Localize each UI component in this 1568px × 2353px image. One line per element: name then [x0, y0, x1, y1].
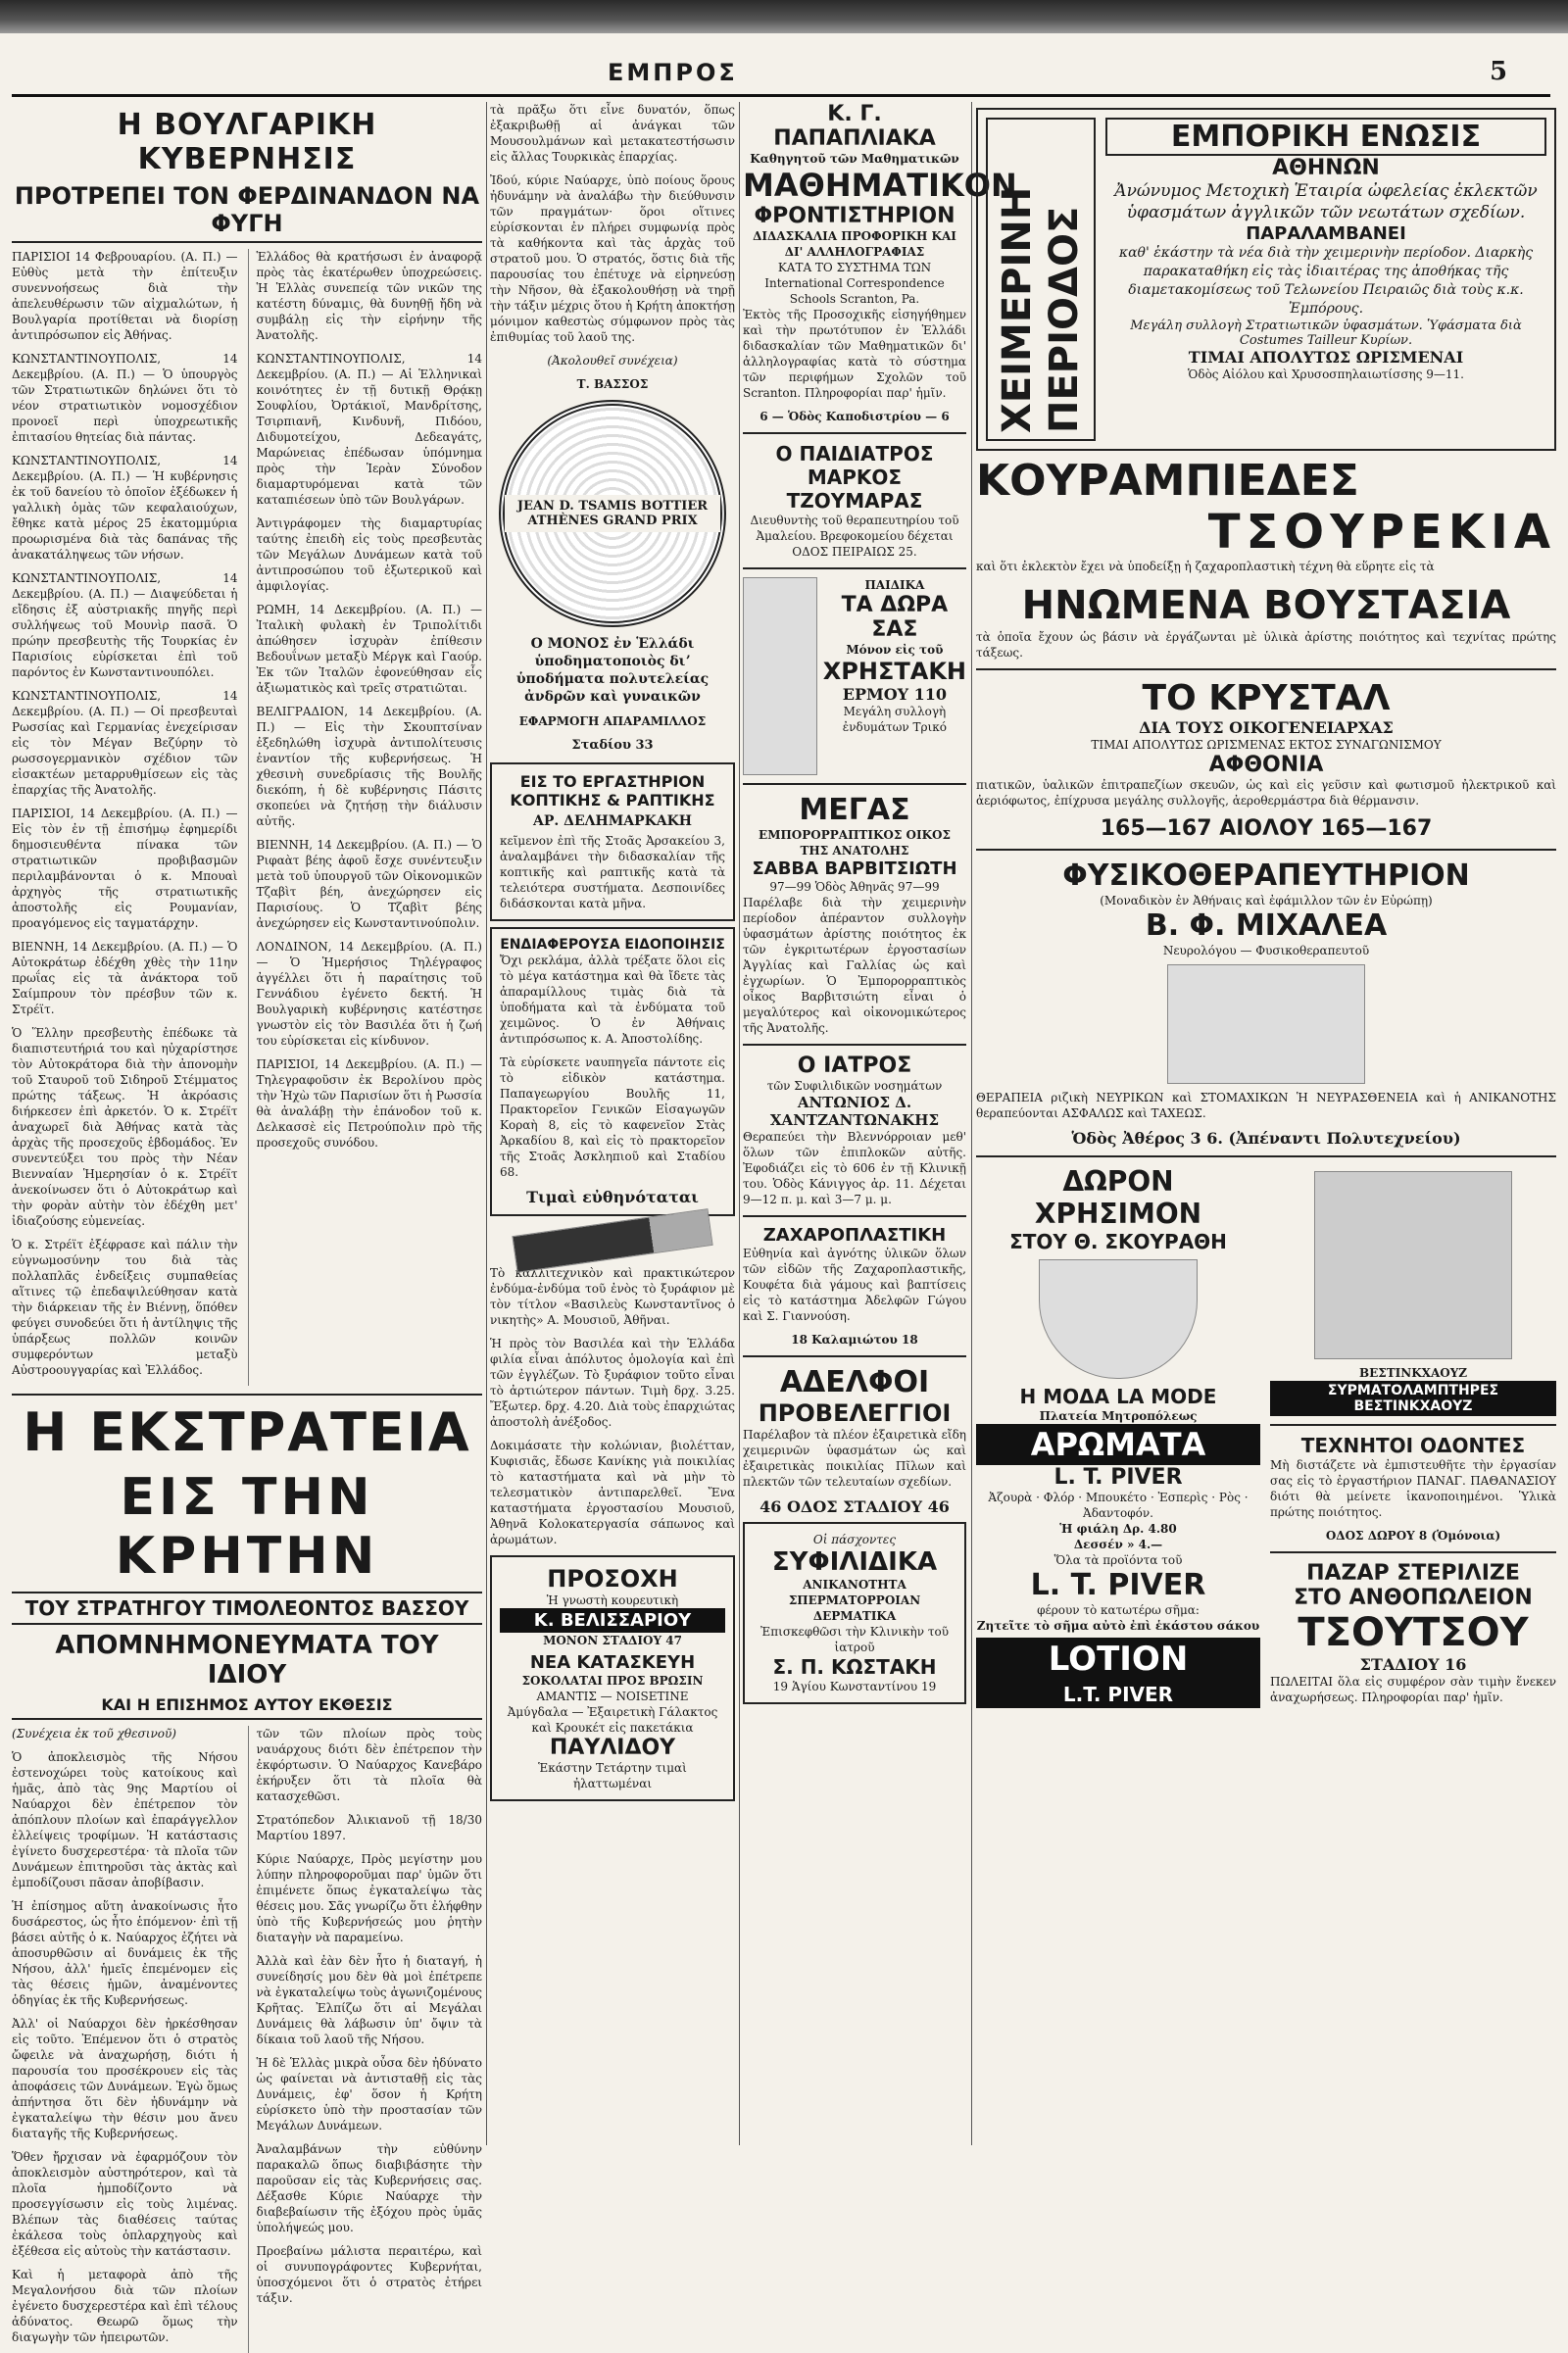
megas-sub: ΕΜΠΟΡΟΡΡΑΠΤΙΚΟΣ ΟΙΚΟΣ ΤΗΣ ΑΝΑΤΟΛΗΣ [759, 828, 951, 858]
christakis-title: ΤΑ ΔΩΡΑ ΣΑΣ [841, 593, 949, 642]
doctor-body: Θεραπεύει τὴν Βλεννόρροιαν μεθ' ὅλων τῶν ἐπιπλοκῶν αὐτῆς. Ἐφοδιάζει εἰς τὸ 606 ἐν τῇ Κλινικῇ του. Ὁδὸς Κάνιγγος ἀρ. 11. Δέχεται 9—12 π. μ. καὶ 3—7 μ. μ. [743, 1130, 966, 1206]
article-paragraph: Ἡ ἐπίσημος αὕτη ἀνακοίνωσις ἦτο δυσάρεστος, ὡς ἦτο ἑπόμενον· ἐπὶ τῇ βάσει αὐτῆς ὁ κ. Ναύαρχος ἐζήτει νὰ ἀποσυρθῶσιν αἱ δυνάμεις ἐκ τῆς Νήσου, ἀλλ' ἡμεῖς ἐπεμένομεν εἰς τὰς θέσεις ἡμῶν, ἀναμένοντες ὁδηγίας ἐκ τῆς Κυβερνήσεως. [12, 1899, 238, 2007]
clinic-line: ΑΝΙΚΑΝΟΤΗΤΑ ΣΠΕΡΜΑΤΟΡΡΟΙΑΝ ΔΕΡΜΑΤΙΚΑ [788, 1578, 921, 1623]
expedition-author: ΤΟΥ ΣΤΡΑΤΗΓΟΥ ΤΙΜΟΛΕΟΝΤΟΣ ΒΑΣΣΟΥ [12, 1592, 482, 1625]
piver-square: Πλατεία Μητροπόλεως [1039, 1409, 1198, 1423]
piver-note3: Ζητεῖτε τὸ σῆμα αὐτὸ ἐπὶ ἑκάστου σάκου [976, 1619, 1260, 1633]
dispatch: ΚΩΝΣΤΑΝΤΙΝΟΥΠΟΛΙΣ, 14 Δεκεμβρίου. (Α. Π.) — Οἱ πρεσβευταὶ Ρωσσίας καὶ Γερμανίας ἐνεχείρισαν εἰς τὸν Μέγαν Βεζύρην τὸ ρωσσογερμανικὸν σχέδιον τῶν εἰσακτέων μεταρρυθμίσεων εἰς τὰς ἐπαρχίας τῆς Ἀνατολῆς. [12, 689, 238, 797]
ad-divider [743, 1044, 966, 1046]
medal-text: JEAN D. TSAMIS BOTTIER ATHÈNES GRAND PRIX [505, 495, 720, 532]
column-2 [490, 102, 735, 1807]
tsourekia-title: ΤΣΟΥΡΕΚΙΑ [1207, 505, 1556, 560]
bazaar-address: ΣΤΑΔΙΟΥ 16 [1359, 1655, 1467, 1674]
ad-divider [743, 432, 966, 434]
ad-divider [743, 567, 966, 569]
notice-footer: Τιμαὶ εὐθηνόταται [526, 1188, 699, 1206]
ad-divider [743, 1355, 966, 1357]
article-paragraph: Ἀλλ' οἱ Ναύαρχοι δὲν ἠρκέσθησαν εἰς τοῦτο. Ἐπέμενον ὅτι ὁ στρατὸς ὤφειλε νὰ ἀναχωρήσῃ, διότι ἡ παρουσία του προσέκρουεν εἰς τὰς ἀποφάσεις τῶν Δυνάμεων. Ἐγὼ ὅμως ἀπήντησα ὅτι δὲν ἠδυνάμην νὰ ἐγκαταλείψω τὴν θέσιν μου ἄνευ διαταγῆς τῆς Κυβερνήσεως. [12, 2017, 238, 2140]
continuation-note: (Ἀκολουθεῖ συνέχεια) [547, 354, 678, 368]
column-1 [12, 102, 482, 2353]
perfume-body: Ἀζουρὰ · Φλόρ · Μπουκέτο · Ἑσπερὶς · Ρὸς · Ἀδαντοφόν. [988, 1491, 1249, 1520]
brothers-title: ΑΔΕΛΦΟΙ [779, 1365, 930, 1399]
lotion-title: LOTION [976, 1638, 1260, 1681]
article-paragraph: Ἰδού, κύριε Ναύαρχε, ὑπὸ ποίους ὅρους ἠδυνάμην νὰ ἀναλάβω τὴν διεύθυνσιν τῶν πραγμάτων· ὅροι οἵτινες εὑρίσκονται ἐν πλήρει συμφωνίᾳ πρὸς τὰ καθήκοντα καὶ τὰς ἀρχὰς τοῦ στρατοῦ μου. Ὁ στρατός, ὅστις διὰ τῆς παρουσίας του ἐπέτυχε νὰ εἰρηνεύσῃ τὴν Νῆσον, θὰ ἐξακολουθήσῃ νὰ τηρῇ τὴν τάξιν μέχρις ὅτου ἡ Κρήτη ἀποκτήσῃ μόνιμον καθεστὼς σύμφωνον πρὸς τὰς ἐπιθυμίας τοῦ λαοῦ της. [490, 173, 735, 344]
tsamis-medal-illustration [499, 400, 726, 627]
article-paragraph: Ἡ δὲ Ἑλλὰς μικρὰ οὖσα δὲν ἠδύνατο ὡς φαίνεται νὰ ἀντισταθῇ εἰς τὰς Δυνάμεις, ἐφ' ὅσον ἡ Κρήτη εὑρίσκετο ὑπὸ τὴν προστασίαν τῶν Μεγάλων Δυνάμεων. [256, 2056, 482, 2132]
dispatch: ΛΟΝΔΙΝΟΝ, 14 Δεκεμβρίου. (Α. Π.) — Ὁ Ἡμερήσιος Τηλέγραφος ἀγγέλλει ὅτι ἡ παραίτησις τοῦ Γεννάδιου ἐγένετο δεκτή. Ἡ Βουλγαρικὴ κυβέρνησις κατέστησε γνωστὸν εἰς τὸν Βασιλέα ὅτι ἡ ζωή του εὑρίσκεται εἰς κίνδυνον. [256, 940, 482, 1048]
dispatch: Ὁ Ἕλλην πρεσβευτὴς ἐπέδωκε τὰ διαπιστευτήριά του καὶ ηὐχαρίστησε τὸν Αὐτοκράτορα διὰ τὴν ἀπονομὴν τοῦ Σταυροῦ τοῦ Σιδηροῦ Στέμματος πρώτης τάξεως. Ἡ ἀκρόασις διήρκεσεν ἐπὶ ἀρκετόν. Ὁ κ. Στρέϊτ ἀναχωρεῖ διὰ Ἀθήνας κατὰ τὰς ἀρχὰς τῆς προσεχοῦς ἑβδομάδος. Ἐν συνεντεύξει του πρὸς τὴν Νέαν Βιενναίαν Ἡμερησίαν ὁ κ. Στρέϊτ ἀνεκοίνωσεν ὅτι ὁ Αὐτοκράτωρ καὶ τὴν φορὰν αὐτὴν τὸν ἐδέχθη μετ' ἰδιαζούσης εὐμενείας. [12, 1026, 238, 1228]
dispatch: ΚΩΝΣΤΑΝΤΙΝΟΥΠΟΛΙΣ, 14 Δεκεμβρίου. (Α. Π.) — Αἱ Ἑλληνικαὶ κοινότητες ἐν τῇ δυτικῇ Θρᾴκῃ Σουφλίου, Ὀρτάκιοϊ, Μανδρίτσης, Τσιρπιανῆ, Κινδυνῆ, Πιδόου, Διδυμοτείχου, Δεδεαγάτς, Μαρώνειας ἐπέδωσαν ὑπόμνημα πρὸς τὴν Ἱερὰν Σύνοδον διαμαρτυρόμεναι κατὰ τῶν καταπιέσεων ὑπὸ τῶν Βουλγάρων. [256, 352, 482, 507]
notice-body: Τὰ εὑρίσκετε ναυπηγεῖα πάντοτε εἰς τὸ εἰδικὸν κατάστημα. Παπαγεωργίου Βουλῆς 11, Πρακτορεῖον Γενικῶν Εἰσαγωγῶν Κοραὴ 8, εἰς τὸ καφενεῖον Στὰς Ἀρκαδίου 8, καὶ εἰς τὸ πρακτορεῖον τῆς Στοᾶς Ἀσκληπιοῦ καὶ Σταδίου 68. [500, 1055, 725, 1179]
lamp-box-illustration [1314, 1171, 1512, 1359]
dentures-address: ΟΔΟΣ ΔΩΡΟΥ 8 (Ὁμόνοια) [1325, 1529, 1501, 1543]
doctor-title: Ο ΙΑΤΡΟΣ [797, 1054, 912, 1078]
pastry-title: ΖΑΧΑΡΟΠΛΑΣΤΙΚΗ [762, 1225, 947, 1246]
ad-divider [976, 849, 1556, 851]
dispatch: ΠΑΡΙΣΙΟΙ 14 Φεβρουαρίου. (Α. Π.) — Εὐθὺς μετὰ τὴν ἐπίτευξιν συνεννοήσεως διὰ τὴν ἀπελευθέρωσιν τῶν αἰχμαλώτων, ἡ Βουλγαρία προτίθεται νὰ διορίσῃ ἀντιπρόσωπον εἰς Ἀθήνας. [12, 250, 238, 342]
union-city: ΑΘΗΝΩΝ [1272, 156, 1380, 180]
crystal-brand: ΑΦΘΟΝΙΑ [1208, 753, 1324, 777]
dentures-title: ΤΕΧΝΗΤΟΙ ΟΔΟΝΤΕΣ [1300, 1434, 1526, 1457]
bazaar-name: ΤΣΟΥΤΣΟΥ [1298, 1610, 1529, 1655]
physiotherapy-role: Νευρολόγου — Φυσικοθεραπευτοῦ [1162, 944, 1370, 957]
article-paragraph: Ἀναλαμβάνων τὴν εὐθύνην παρακαλῶ ὅπως διαβιβάσητε τὴν παροῦσαν εἰς τὰς Κυβερνήσεις σας. Δέξασθε Κύριε Ναύαρχε τὴν διαβεβαίωσιν τῆς ἐξόχου πρὸς ὑμᾶς ὑπολήψεώς μου. [256, 2142, 482, 2234]
tsamis-ad-text: Ο ΜΟΝΟΣ ἐν Ἑλλάδι ὑποδηματοποιὸς διʼ ὑποδήματα πολυτελείας ἀνδρῶν καὶ γυναικῶν [515, 636, 710, 705]
kourabiedes-body2: τὰ ὁποῖα ἔχουν ὡς βάσιν νὰ ἐργάζωνται μὲ ὑλικὰ ἀρίστης ποιότητος καὶ τεχνίτας πρώτης τάξεως. [976, 630, 1556, 660]
dispatch: Ὁ κ. Στρέϊτ ἐξέφρασε καὶ πάλιν τὴν εὐγνωμοσύνην του διὰ τὰς πολλαπλᾶς ἐνδείξεις συμπαθείας αἵτινες τῷ ἐπεδαψιλεύθησαν κατὰ τὴν διάρκειαν τῆς ἐν Βιέννῃ, ὅπόθεν φεύγει συνοδεύει ὅτι ἡ ἀντίληψις τῆς ὑπάρξεως πολλῶν κοινῶν συμφερόντων μεταξὺ Αὐστροουγγαρίας καὶ Ἑλλάδος. [12, 1238, 238, 1377]
sewing-name: ΑΡ. ΔΕΛΗΜΑΡΚΑΚΗ [532, 813, 693, 829]
physiotherapy-title: ΦΥΣΙΚΟΘΕΡΑΠΕΥΤΗΡΙΟΝ [1062, 858, 1470, 893]
dentures-body: Μὴ διστάζετε νὰ ἐμπιστευθῆτε τὴν ἐργασίαν σας εἰς τὸ ἐργαστήριον ΠΑΝΑΓ. ΠΑΘΑΝΑΣΙΟΥ διότι θὰ μείνετε ἱκανοποιημένοι. Ὑλικὰ πρώτης ποιότητος. [1270, 1458, 1556, 1519]
megas-body: Παρέλαβε διὰ τὴν χειμερινὴν περίοδον ἀπέραντον συλλογὴν ὑφασμάτων ἀρίστης ποιότητος ἐκ τῶν ἐγκριτωτέρων ἐργοστασίων Ἀγγλίας καὶ Γαλλίας ὡς καὶ ἐγχωρίων. Ὁ Ἐμπορορραπτικὸς οἶκος Βαρβιτσιώτη εἶναι ὁ μεγαλύτερος καὶ οἰκονομικώτερος τῆς Ἀνατολῆς. [743, 896, 966, 1035]
column-divider [739, 102, 740, 2145]
column-3 [743, 102, 1017, 1710]
expedition-report: ΚΑΙ Η ΕΠΙΣΗΜΟΣ ΑΥΤΟΥ ΕΚΘΕΣΙΣ [12, 1695, 482, 1720]
piver-brand2: L. T. PIVER [1030, 1568, 1206, 1602]
column-4 [976, 102, 1556, 1713]
math-ad-title: ΜΑΘΗΜΑΤΙΚΟΝ [743, 167, 1017, 204]
handbag-illustration [1039, 1259, 1198, 1379]
pediatrician-name: ΜΑΡΚΟΣ ΤΖΟΥΜΑΡΑΣ [786, 466, 923, 513]
dispatch: ΚΩΝΣΤΑΝΤΙΝΟΥΠΟΛΙΣ, 14 Δεκεμβρίου. (Α. Π.) — Ἡ κυβέρνησις ἐκ τοῦ δανείου τὸ ὁποῖον ἐξέδωκεν ἡ γαλλικὴ ὁμὰς τῶν κεφαλαιούχων, ἔθηκε κατὰ μέρος 25 ἑκατομμύρια προωρισμένα διὰ τὰς δαπάνας τῆς ἀνακατάληψεως τῶν νήσων. [12, 454, 238, 562]
dispatch: ΚΩΝΣΤΑΝΤΙΝΟΥΠΟΛΙΣ, 14 Δεκεμβρίου. (Α. Π.) — Ὁ ὑπουργὸς τῶν Στρατιωτικῶν δηλώνει ὅτι τὸ νέον στρατιωτικὸν νομοσχέδιον προνοεῖ περὶ ὑποχρεωτικῆς ἐπιτασίου θητείας διὰ πάντας. [12, 352, 238, 444]
united-dairies: ΗΝΩΜΕΝΑ ΒΟΥΣΤΑΣΙΑ [1021, 583, 1511, 628]
attention-address: ΜΟΝΟΝ ΣΤΑΔΙΟΥ 47 [543, 1634, 682, 1647]
bazaar-title: ΠΑΖΑΡ ΣΤΕΡΙΛΙΖΕ [1306, 1561, 1520, 1586]
dispatch: ΒΙΕΝΝΗ, 14 Δεκεμβρίου. (Α. Π.) — Ὁ Ριφαὰτ βέης ἀφοῦ ἔσχε συνέντευξιν μετὰ τοῦ ὑπουργοῦ τῶν Οἰκονομικῶν Τζαβὶτ βέη, ἀνεχώρησεν εἰς Παρισίους. Ὁ Τζαβὶτ βέης ἀνεχώρησεν εἰς Κωνσταντινούπολιν. [256, 838, 482, 930]
article-paragraph: Ὁ ἀποκλεισμὸς τῆς Νήσου ἐστενοχώρει τοὺς κατοίκους καὶ ἡμᾶς, ἀπὸ τὰς 9ης Μαρτίου οἱ Ναύαρχοι δὲν ἐπέτρεπον τὸν ἀπόπλουν πλοίων καὶ ἐπαράγγελλον ἐλλείψεις τροφίμων. Ἡ κατάστασις ἐγίνετο δυσχερεστέρα· τὰ πλοῖα τῶν Δυνάμεων ἐπιτηροῦσι τὰς ἀκτὰς καὶ ἐμποδίζουσι πᾶσαν ἀποβίβασιν. [12, 1750, 238, 1889]
ad-divider [976, 1155, 1556, 1157]
winter-season-label: ΧΕΙΜΕΡΙΝΗ ΠΕΡΙΟΔΟΣ [986, 118, 1096, 441]
crystal-body: πιατικῶν, ὑαλικῶν ἐπιτραπεζίων σκευῶν, ὡς καὶ εἰς γεῦσιν καὶ φωτισμοῦ ἠλεκτρικοῦ καὶ ἀεριόφωτος, ἐπίχρυσα μεγάλης συλλογῆς, ἀεροθερμάστρα διὰ θέρμανσιν. [976, 778, 1556, 808]
attention-title: ΠΡΟΣΟΧΗ [547, 1565, 678, 1593]
expedition-memoirs: ΑΠΟΜΝΗΜΟΝΕΥΜΑΤΑ ΤΟΥ ΙΔΙΟΥ [55, 1631, 439, 1690]
megas-name: ΣΑΒΒΑ ΒΑΡΒΙΤΣΙΩΤΗ [752, 858, 957, 879]
physiotherapy-illustration [1167, 964, 1365, 1084]
gift-sub: ΣΤΟΥ Θ. ΣΚΟΥΡΑΘΗ [1009, 1230, 1227, 1253]
physiotherapy-body: ΘΕΡΑΠΕΙΑ ριζικὴ ΝΕΥΡΙΚΩΝ καὶ ΣΤΟΜΑΧΙΚΩΝ Ἡ ΝΕΥΡΑΣΘΕΝΕΙΑ καὶ ἡ ΑΝΙΚΑΝΟΤΗΣ θεραπεύονται ΑΣΦΑΛΩΣ καὶ ΤΑΧΕΩΣ. [976, 1091, 1556, 1120]
ad-divider [976, 668, 1556, 670]
pastry-body: Εὐθηνία καὶ ἀγνότης ὑλικῶν ὅλων τῶν εἰδῶν τῆς Ζαχαροπλαστικῆς, Κουφέτα διὰ γάμους καὶ βαπτίσεις εἰς τὸ κατάστημα Ἀδελφῶν Γώγου καὶ Σ. Γιαννούση. [743, 1247, 966, 1323]
article-paragraph: τῶν τῶν πλοίων πρὸς τοὺς ναυάρχους διότι δὲν ἐπέτρεπον τὴν ἐκφόρτωσιν. Ὁ Ναύαρχος Κανεβάρο ἐκήρυξεν ὅτι τὰ πλοῖα θὰ κατασχεθῶσι. [256, 1727, 482, 1803]
union-body: Ἀνώνυμος Μετοχικὴ Ἑταιρία ὠφελείας ἐκλεκτῶν ὑφασμάτων ἀγγλικῶν τῶν νεωτάτων σχεδίων. [1114, 181, 1538, 222]
razor-illustration [512, 1208, 712, 1273]
headline-ferdinand: ΠΡΟΤΡΕΠΕΙ ΤΟΝ ΦΕΡΔΙΝΑΝΔΟΝ ΝΑ ΦΥΓΗ [12, 182, 482, 243]
christakis-name: ΧΡΗΣΤΑΚΗ [822, 658, 966, 685]
new-product: ΝΕΑ ΚΑΤΑΣΚΕΥΗ [529, 1652, 696, 1673]
razor-ad-text: Δοκιμάσατε τὴν κολώνιαν, βιολέτταν, Κυφισιᾶς, ἔδωσε Κανίκης γιὰ ποικιλίας τὸ καταστήματα καὶ νὰ μὴν τὸ τελεσματικὸν ἀντιπαρελθεῖ. Ἔνα καταστήματα ἐργοστασίου Μουσιοῦ, Ἀθηνᾶ Κολοκατεργασία σάπωνος καὶ ἀρωμάτων. [490, 1439, 735, 1546]
chocolate-brand: ΠΑΥΛΙΔΟΥ [549, 1736, 676, 1760]
lamp-label: ΣΥΡΜΑΤΟΛΑΜΠΤΗΡΕΣ ΒΕΣΤΙΝΚΧΑΟΥΖ [1270, 1381, 1556, 1416]
sewing-workshop-ad [490, 762, 735, 921]
math-ad-line: ΔΙΔΑΣΚΑΛΙΑ ΠΡΟΦΟΡΙΚΗ ΚΑΙ ΔΙ' ΑΛΛΗΛΟΓΡΑΦΙΑΣ [753, 229, 956, 259]
crystal-title: ΤΟ ΚΡΥΣΤΑΛ [1142, 678, 1391, 718]
attention-sub: Ἡ γνωστὴ κουρευτικὴ [546, 1593, 679, 1607]
clinic-name: ΣΥΦΙΛΙΔΙΚΑ [771, 1547, 938, 1577]
dispatch: ΚΩΝΣΤΑΝΤΙΝΟΥΠΟΛΙΣ, 14 Δεκεμβρίου. (Α. Π.) — Διαψεύδεται ἡ εἴδησις ἐξ αὐστριακῆς πηγῆς περὶ συλλήψεως τοῦ Μουνὶρ πασᾶ. Ὁ πρώην πρεσβευτὴς τῆς Τουρκίας ἐν Παρισίοις εὑρίσκεται ἐπὶ τοῦ παρόντος ἐν Κωνσταντινουπόλει. [12, 571, 238, 679]
ad-divider [1270, 1551, 1556, 1553]
notice-title: ΕΝΔΙΑΦΕΡΟΥΣΑ ΕΙΔΟΠΟΙΗΣΙΣ [500, 937, 725, 953]
clinic-doctor: Σ. Π. ΚΩΣΤΑΚΗ [772, 1655, 937, 1679]
perfume-price: Ἡ φιάλη Δρ. 4.80 [1059, 1522, 1177, 1536]
headline-bulgarian-government: Η ΒΟΥΛΓΑΡΙΚΗ ΚΥΒΕΡΝΗΣΙΣ [117, 108, 377, 176]
article-paragraph: Ἀλλὰ καὶ ἐὰν δὲν ἦτο ἡ διαταγή, ἡ συνείδησίς μου δὲν θὰ μοὶ ἐπέτρεπε νὰ ἐγκαταλείψω τοὺς ἀγωνιζομένους Κρῆτας. Ἐλπίζω ὅτι αἱ Μεγάλαι Δυνάμεις θὰ λάβωσιν ὑπ' ὄψιν τὰ δίκαια τοῦ λαοῦ τῆς Νήσου. [256, 1954, 482, 2046]
crystal-address: 165—167 ΑΙΟΛΟΥ 165—167 [1100, 816, 1433, 841]
math-ad-body: Ἐκτὸς τῆς Προσοχικῆς εἰσηγήθημεν καὶ τὴν πρωτότυπον ἐν Ἑλλάδι διδασκαλίαν τῶν Μαθηματικῶν δι' ἀλληλογραφίας κατὰ τὸ σύστημα τῶν περιφήμων Σχολῶν τοῦ Scranton. Πληροφορίαι παρ' ἡμῖν. [743, 308, 966, 400]
article-paragraph: Στρατόπεδον Ἀλικιανοῦ τῇ 18/30 Μαρτίου 1897. [256, 1813, 482, 1842]
christakis-address: ΕΡΜΟΥ 110 [842, 685, 948, 704]
math-ad-name: Κ. Γ. ΠΑΠΑΠΛΙΑΚΑ [773, 102, 936, 151]
clinic-title: Οἱ πάσχοντες [812, 1533, 897, 1546]
attention-ad [490, 1555, 735, 1801]
page-number: 5 [1490, 57, 1508, 86]
attention-name: Κ. ΒΕΛΙΣΣΑΡΙΟΥ [500, 1608, 725, 1633]
christakis-line: Μόνον εἰς τοῦ [846, 643, 944, 657]
christakis-small: ΠΑΙΔΙΚΑ [864, 578, 925, 592]
masthead-rule [12, 94, 1550, 97]
pastry-address: 18 Καλαμιώτου 18 [791, 1333, 918, 1347]
union-title: ΕΜΠΟΡΙΚΗ ΕΝΩΣΙΣ [1105, 118, 1546, 156]
math-ad-system: ΚΑΤΑ ΤΟ ΣΥΣΤΗΜΑ ΤΩΝ International Correspondence Schools Scranton, Pa. [764, 261, 945, 306]
megas-address: 97—99 Ὁδὸς Ἀθηνᾶς 97—99 [769, 880, 940, 894]
christakis-ad [743, 577, 966, 775]
chocolate-line: ΑΜΑΝΤΙΣ — NOISETINE [536, 1690, 689, 1703]
newspaper-title: ΕΜΠΡΟΣ [608, 59, 738, 86]
chocolate-footer: Ἑκάστην Τετάρτην τιμαὶ ἠλαττωμέναι [538, 1761, 687, 1790]
math-ad-address: 6 — Ὁδὸς Καποδιστρίου — 6 [760, 410, 950, 423]
piver-note2: φέρουν τὸ κατωτέρω σῆμα: [1037, 1603, 1200, 1617]
doctor-name: ΑΝΤΩΝΙΟΣ Δ. ΧΑΝΤΖΑΝΤΩΝΑΚΗΣ [769, 1094, 940, 1129]
expedition-title-crete: ΕΙΣ ΤΗΝ ΚΡΗΤΗΝ [115, 1468, 379, 1586]
perfume-title: ΑΡΩΜΑΤΑ [976, 1424, 1260, 1465]
dispatch: ΠΑΡΙΣΙΟΙ, 14 Δεκεμβρίου. (Α. Π.) — Τηλεγραφοῦσιν ἐκ Βερολίνου πρὸς τὴν Ἠχὼ τῶν Παρισίων ὅτι ἡ Ρωσσία θὰ ἀναλάβῃ τὴν ἐπάνοδον τοῦ κ. Δελκασσὲ εἰς Πετρούπολιν πρὸ τῆς προσεχοῦς συνόδου. [256, 1057, 482, 1150]
continuation-note: (Συνέχεια ἐκ τοῦ χθεσινοῦ) [12, 1727, 176, 1740]
child-illustration [743, 577, 817, 775]
bazaar-body: ΠΩΛΕΙΤΑΙ ὅλα εἰς συμφέρον σὰν τιμὴν ἕνεκεν ἀναχωρήσεως. Πληροφορίαι παρ' ἡμῖν. [1270, 1675, 1556, 1704]
tsamis-ad-address: Σταδίου 33 [571, 738, 654, 753]
dispatch: Ἀντιγράφομεν τὴς διαμαρτυρίας ταύτης ἐπειδὴ εἰς τοὺς πρεσβευτὰς τῶν Μεγάλων Δυνάμεων κατὰ τοῦ ἀντιπροσώπου τοῦ ἐξωτερικοῦ καὶ ἀμφιλογίας. [256, 516, 482, 593]
doctor-sub: τῶν Συφιλιδικῶν νοσημάτων [766, 1079, 943, 1093]
dispatch: ΒΙΕΝΝΗ, 14 Δεκεμβρίου. (Α. Π.) — Ὁ Αὐτοκράτωρ ἐδέχθη χθὲς τὴν 11ην πρωΐας εἰς τὰ ἀνάκτορα τοῦ Σαίμπρουν τὸν πρέσβυν τῶν κ. Στρέϊτ. [12, 940, 238, 1016]
article-paragraph: Ὅθεν ἤρχισαν νὰ ἐφαρμόζουν τὸν ἀποκλεισμὸν αὐστηρότερον, καὶ τὰ πλοῖα ἠμποδίζοντο νὰ προσεγγίσωσιν εἰς τοὺς λιμένας. Βλέπων τὰς διαθέσεις ταύτας ἐκάλεσα τοὺς ὁπλαρχηγοὺς καὶ ἐξέθεσα εἰς αὐτοὺς τὴν κατάστασιν. [12, 2150, 238, 2258]
union-body2: καθ' ἑκάστην τὰ νέα διὰ τὴν χειμερινὴν περίοδον. Διαρκὴς παρακαταθήκη εἰς τὰς ἰδιαιτέρας της ἀποθήκας τῆς διαμετακομίσεως τοῦ Τελωνείου Πειραιῶς διὰ τοὺς κ.κ. Ἐμπόρους. [1118, 245, 1534, 317]
article-paragraph: Καὶ ἡ μεταφορὰ ἀπὸ τῆς Μεγαλονήσου διὰ τῶν πλοίων ἐγένετο δυσχερεστέρα καὶ ἐπὶ τέλους ἀδύνατος. Θεωρῶ ὅμως τὴν διαγωγὴν τῶν ἠπειρωτῶν. [12, 2268, 238, 2344]
megas-title: ΜΕΓΑΣ [799, 793, 910, 827]
sewing-text: κεῖμενον ἐπὶ τῆς Στοᾶς Ἀρσακείου 3, ἀναλαμβάνει τὴν διδασκαλίαν τῆς κοπτικῆς καὶ ραπτικῆς κατὰ τὰ τελειότερα συστήματα. Δεσποινίδες διδάσκονται κατὰ μῆνα. [500, 834, 725, 910]
brothers-address: 46 ΟΔΟΣ ΣΤΑΔΙΟΥ 46 [760, 1497, 950, 1516]
notice-body: Ὄχι ρεκλάμα, ἀλλὰ τρέξατε ὅλοι εἰς τὸ μέγα κατάστημα καὶ θὰ ἴδετε τὰς ἀπαραμίλλους τιμὰς διὰ τὰ ὑποδήματα καὶ τὰ ἐνδύματα τοῦ χειμῶνος. Ὁ ἐν Ἀθήναις ἀντιπρόσωπος κ. Α. Ἀποστολίδης. [500, 954, 725, 1046]
scan-top-edge [0, 0, 1568, 33]
clinic-address: 19 Ἁγίου Κωνσταντίνου 19 [772, 1680, 937, 1693]
lamp-brand: ΒΕΣΤΙΝΚΧΑΟΥΖ [1358, 1366, 1468, 1380]
crystal-line: ΤΙΜΑΙ ΑΠΟΛΥΤΩΣ ΩΡΙΣΜΕΝΑΣ ΕΚΤΟΣ ΣΥΝΑΓΩΝΙΣΜΟΥ [1091, 738, 1442, 752]
article-paragraph: Κύριε Ναύαρχε, Πρὸς μεγίστην μου λύπην πληροφοροῦμαι παρ' ὑμῶν ὅτι ἐπιμένετε ὅπως ἐγκαταλείψω τὰς θέσεις μου. Σᾶς γνωρίζω ὅτι ἐλήφθην ὑπὸ τῆς Κυβερνήσεώς μου ῥητὴν διαταγὴν νὰ παραμείνω. [256, 1852, 482, 1944]
gift-title: ΔΩΡΟΝ ΧΡΗΣΙΜΟΝ [1034, 1165, 1202, 1230]
chocolate-body: Ἀμύγδαλα — Ἐξαιρετικὴ Γάλακτος καὶ Κρουκέτ εἰς πακετάκια [507, 1705, 718, 1735]
piver-brand: L. T. PIVER [1054, 1465, 1183, 1490]
dispatch: Ἑλλάδος θὰ κρατήσωσι ἐν ἀναφορᾷ πρὸς τὰς ἑκατέρωθεν ὑποχρεώσεις. Ἡ Ἑλλὰς συνεπείᾳ τῶν νικῶν της κατέστη δύναμις, θὰ δυνηθῇ ἤδη νὰ συμβάλῃ εἰς τὴν εἰρήνην τῆς Ἀνατολῆς. [256, 250, 482, 342]
union-body3: Μεγάλη συλλογὴ Στρατιωτικῶν ὑφασμάτων. Ὑφάσματα διὰ Costumes Tailleur Κυρίων. [1130, 319, 1522, 348]
signature: Τ. ΒΑΣΣΟΣ [576, 377, 649, 391]
commercial-union-ad [976, 108, 1556, 451]
union-address: Ὁδὸς Αἰόλου καὶ Χρυσοσπηλαιωτίσσης 9—11. [1188, 368, 1464, 381]
christakis-body: Μεγάλη συλλογὴ ἐνδυμάτων Τρικό [842, 705, 947, 734]
chocolate-line: ΣΟΚΟΛΑΤΑΙ ΠΡΟΣ ΒΡΩΣΙΝ [521, 1674, 704, 1688]
kourabiedes-title: ΚΟΥΡΑΜΠΙΕΔΕΣ [976, 456, 1359, 506]
perfume-price: Δεσσέν » 4.— [1073, 1538, 1163, 1551]
crystal-sub: ΔΙΑ ΤΟΥΣ ΟΙΚΟΓΕΝΕΙΑΡΧΑΣ [1139, 718, 1394, 737]
dispatch: ΠΑΡΙΣΙΟΙ, 14 Δεκεμβρίου. (Α. Π.) — Εἰς τὸν ἐν τῇ ἐπισήμῳ ἐφημερίδι δημοσιευθέντα πίνακα τῶν στρατιωτικῶν προβιβασμῶν περιλαμβάνονται ὁ κ. Μπουαὶ ἀρχηγὸς τῆς στρατιωτικῆς ἀποστολῆς εἰς Ρουμανίαν, προαγόμενος εἰς ταγματάρχην. [12, 807, 238, 930]
article-paragraph: Προεβαίνω μάλιστα περαιτέρω, καὶ οἱ συνυπογράφοντες Κυβερνήται, ὑποσχόμενοι ὅτι ὁ στρατὸς ἐτήρει τάξιν. [256, 2244, 482, 2305]
math-ad-sub: Καθηγητοῦ τῶν Μαθηματικῶν [750, 152, 959, 166]
dispatch: ΒΕΛΙΓΡΑΔΙΟΝ, 14 Δεκεμβρίου. (Α. Π.) — Εἰς τὴν Σκουπτσίναν ἐξεδηλώθη ἰσχυρὰ ἀντιπολίτευσις ἐναντίον τῆς κυβερνήσεως. Ἡ χθεσινὴ συνεδρίασις τῆς Βουλῆς διεκόπη, ἡ δὲ κυβέρνησις Πάσιτς σκοπεύει νὰ ζητήσῃ τὴν διάλυσιν αὐτῆς. [256, 705, 482, 828]
physiotherapy-name: Β. Φ. ΜΙΧΑΛΕΑ [1145, 908, 1388, 943]
physiotherapy-sub: (Μοναδικὸν ἐν Ἀθήναις καὶ ἐφάμιλλον τῶν ἐν Εὐρώπῃ) [1100, 894, 1433, 907]
kourabiedes-body: καὶ ὅτι ἐκλεκτὸν ἔχει νὰ ὑποδείξῃ ἡ ζαχαροπλαστικὴ τέχνη θὰ εὕρητε εἰς τὰ [976, 560, 1435, 573]
brothers-body: Παρέλαβον τὰ πλέον ἐξαιρετικὰ εἴδη χειμερινῶν ὑφασμάτων ὡς καὶ ἐξαιρετικὰς ποικιλίας Πῖλων καὶ πλεκτῶν τῶν τελευταίων σχεδίων. [743, 1428, 966, 1489]
syphilis-clinic-ad [743, 1522, 966, 1704]
union-line: ΠΑΡΑΛΑΜΒΑΝΕΙ [1246, 223, 1406, 244]
masthead [0, 57, 1568, 92]
gift-mode: Η ΜΟΔΑ LA MODE [1019, 1385, 1217, 1408]
ad-divider [743, 1215, 966, 1217]
interesting-notice-ad [490, 927, 735, 1216]
razor-ad-text: Ἡ πρὸς τὸν Βασιλέα καὶ τὴν Ἑλλάδα φιλία εἶναι ἀπόλυτος ὁμολογία καὶ ἐπὶ τῶν ἐγγλέζων. Τὸ ξυράφιον τοῦτο εἶναι τὸ ἀρτιώτερον πάντων. Τιμὴ δρχ. 3.25. Ἔξωτερ. δρχ. 4.20. Διὰ τοὺς ἐπαρχιώτας ἀποστολὴ ἀνέξοδος. [490, 1337, 735, 1429]
bazaar-title2: ΣΤΟ ΑΝΘΟΠΩΛΕΙΟΝ [1294, 1586, 1533, 1610]
physiotherapy-address: Ὁδὸς Ἀθέρος 3 6. (Ἀπέναντι Πολυτεχνείου) [1071, 1129, 1461, 1148]
pediatrician-body: Διευθυντὴς τοῦ θεραπευτηρίου τοῦ Ἀμαλείου. Βρεφοκομείου δέχεται ΟΔΟΣ ΠΕΙΡΑΙΩΣ 25. [750, 514, 959, 559]
ad-divider [1270, 1424, 1556, 1426]
union-price: ΤΙΜΑΙ ΑΠΟΛΥΤΩΣ ΩΡΙΣΜΕΝΑΙ [1188, 348, 1464, 367]
brothers-name: ΠΡΟΒΕΛΕΓΓΙΟΙ [758, 1399, 952, 1427]
lotion-brand: L.T. PIVER [976, 1681, 1260, 1708]
piver-note: Ὅλα τὰ προϊόντα τοῦ [1054, 1553, 1183, 1567]
tsamis-ad-line: ΕΦΑΡΜΟΓΗ ΑΠΑΡΑΜΙΛΛΟΣ [518, 714, 707, 728]
ad-divider [743, 783, 966, 785]
clinic-body: Ἐπισκεφθῶσι τὴν Κλινικὴν τοῦ ἰατροῦ [760, 1625, 950, 1654]
razor-ad-text: Τὸ καλλιτεχνικὸν καὶ πρακτικώτερον ἐνδύμα-ἐνδύμα τοῦ ἐνὸς τὸ ξυράφιον μὲ τὸν τίτλον «Βασιλεὺς Κωνσταντῖνος ὁ νικητὴς» Α. Μουσιοῦ, Ἀθῆναι. [490, 1266, 735, 1327]
column-divider [486, 102, 487, 2145]
expedition-title: Η ΕΚΣΤΡΑΤΕΙΑ [23, 1401, 471, 1463]
sewing-title: ΕΙΣ ΤΟ ΕΡΓΑΣΤΗΡΙΟΝ ΚΟΠΤΙΚΗΣ & ΡΑΠΤΙΚΗΣ [510, 772, 715, 809]
section-rule [12, 1394, 482, 1396]
math-ad-title2: ΦΡΟΝΤΙΣΤΗΡΙΟΝ [754, 204, 956, 228]
pediatrician-title: Ο ΠΑΙΔΙΑΤΡΟΣ [775, 442, 934, 466]
column-divider [971, 102, 972, 2145]
article-paragraph: τὰ πρᾶξω ὅτι εἶνε δυνατόν, ὅπως ἐξακριβωθῇ αἱ ἀνάγκαι τῶν Μουσουλμάνων καὶ μετακατεστήσωσιν εἰς ἄλλας Τουρκικὰς ἐπαρχίας. [490, 103, 735, 164]
dispatch: ΡΩΜΗ, 14 Δεκεμβρίου. (Α. Π.) — Ἰταλικὴ φυλακὴ ἐν Τριπολίτιδι ἀπώθησεν ἰσχυρὰν ἐπίθεσιν Βεδουΐνων μεταξὺ Μέργκ καὶ Γαούρ. Ἐκ τῶν Ἰταλῶν ἐφονεύθησαν εἷς ἀξιωματικὸς καὶ τρεῖς στρατιῶται. [256, 603, 482, 695]
